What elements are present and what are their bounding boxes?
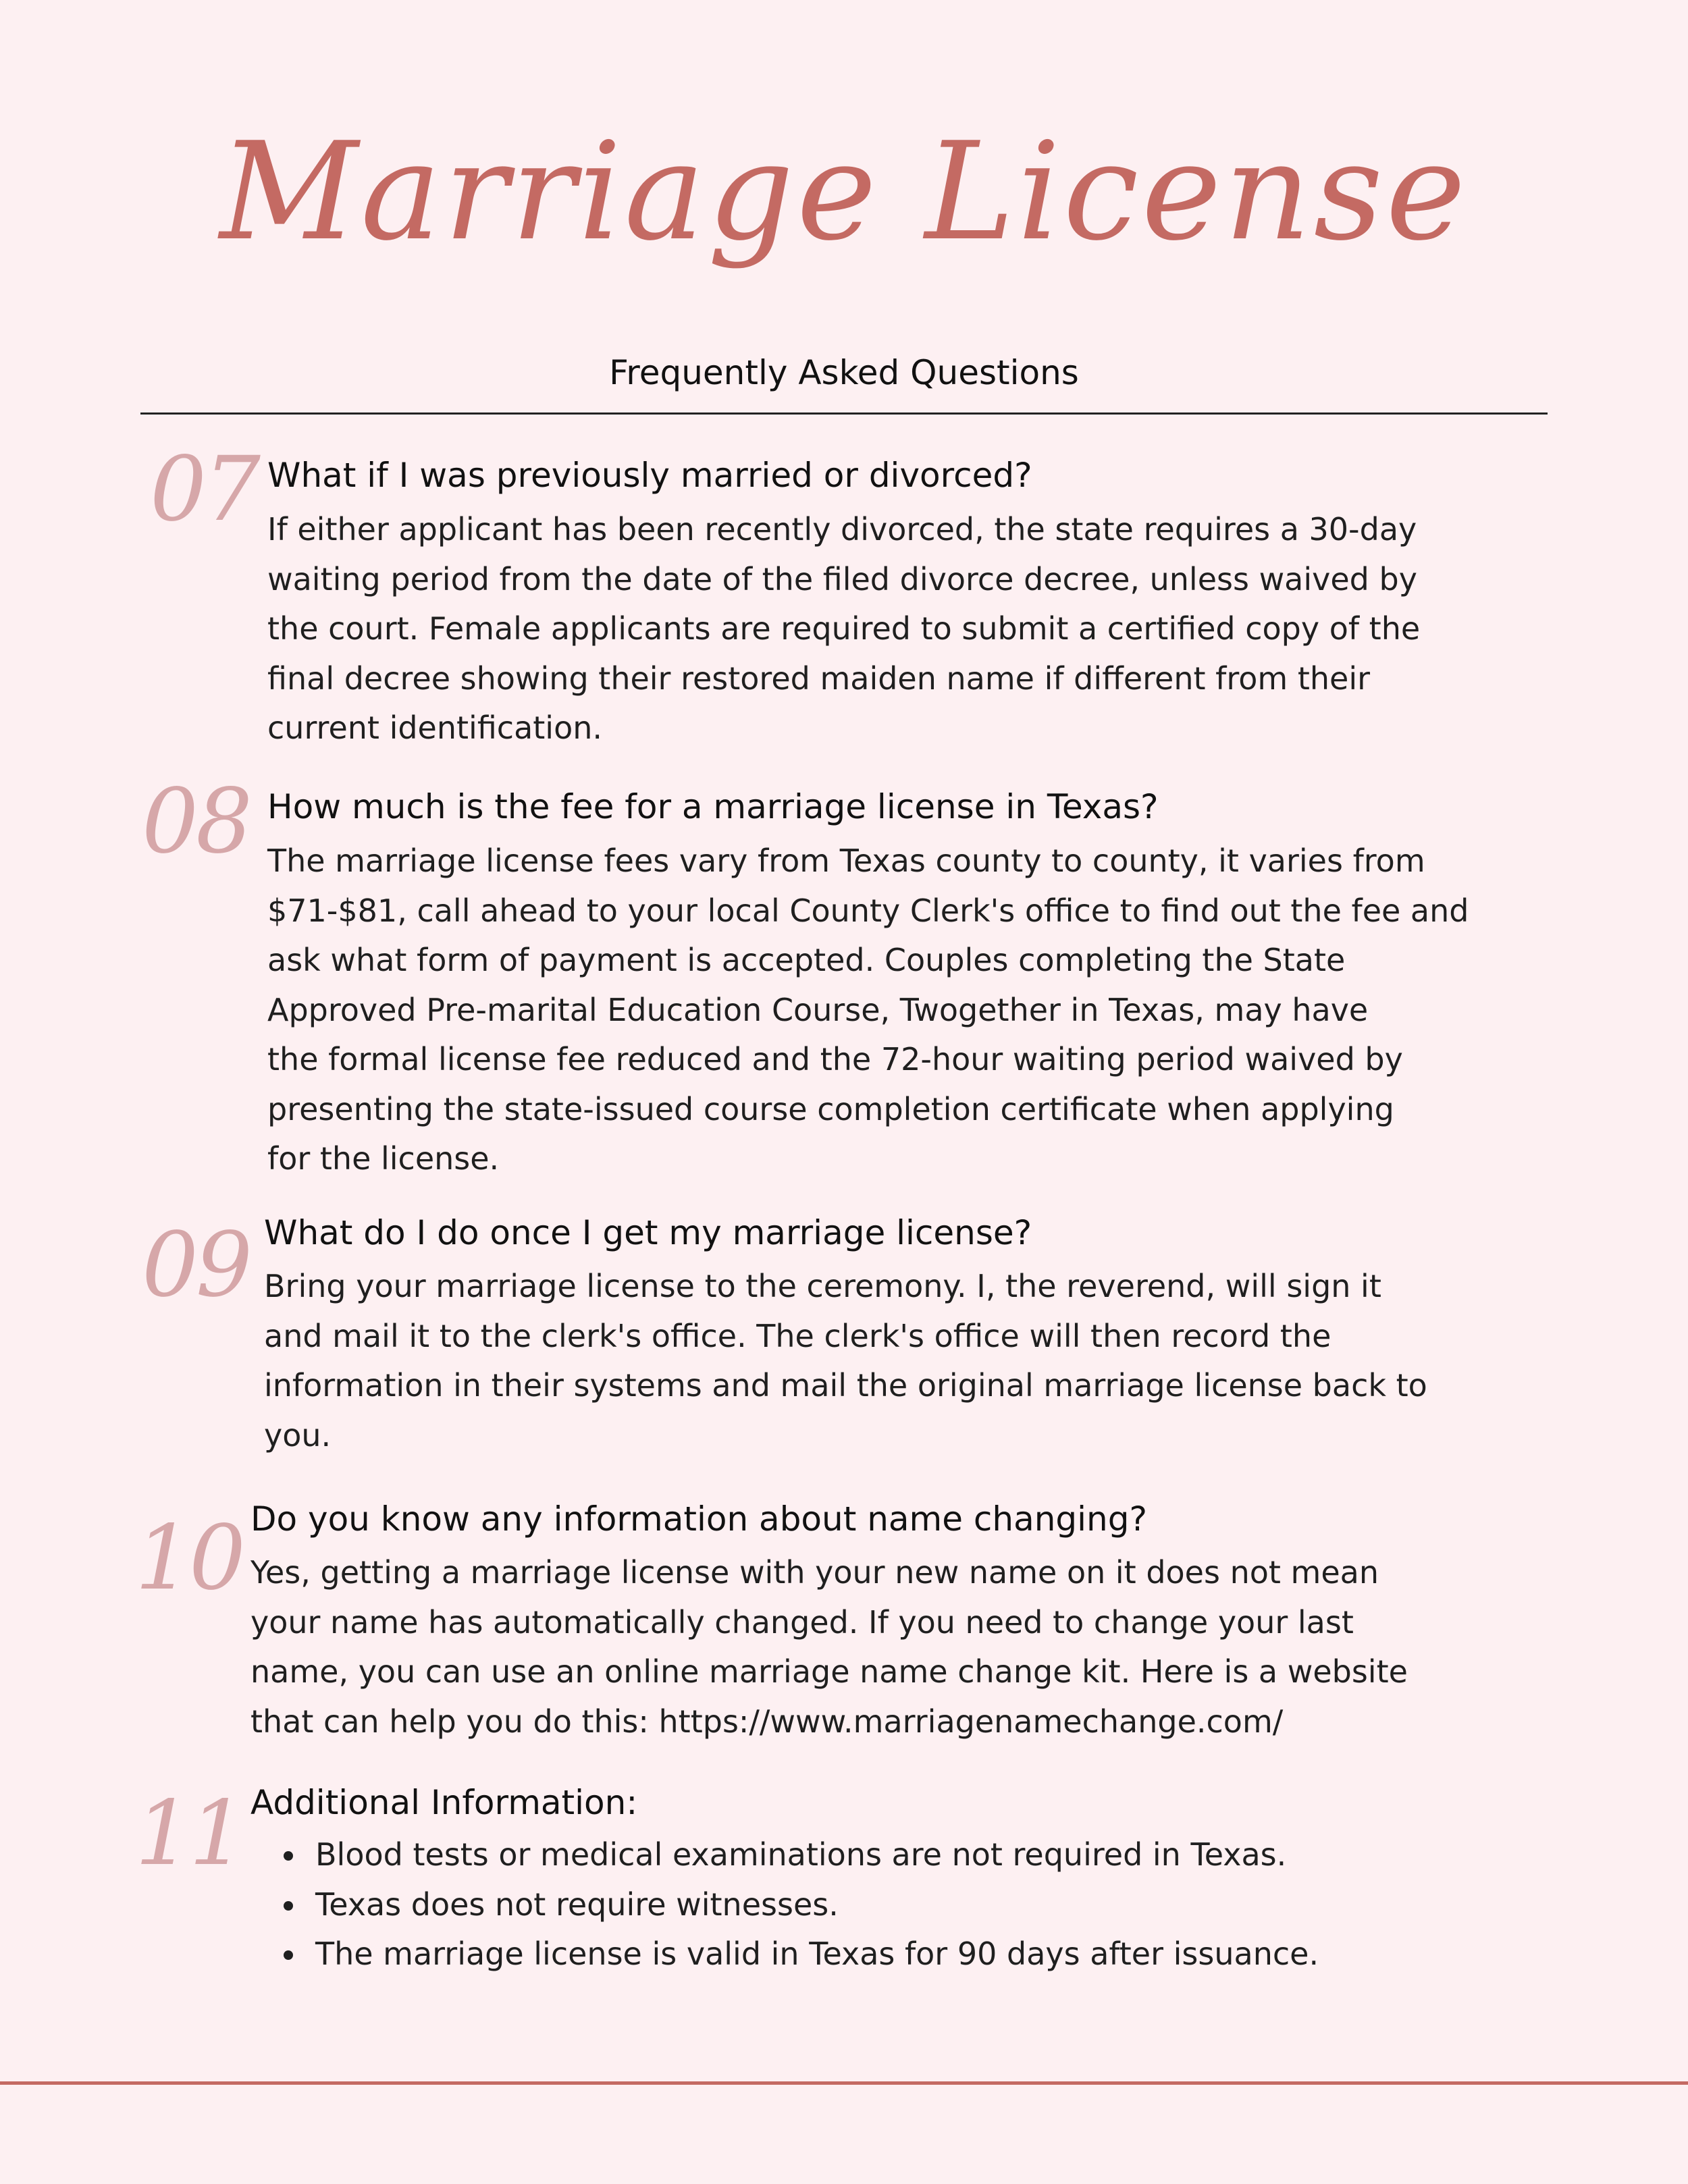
faq-number-10: 10 <box>135 1506 243 1610</box>
faq-question-09: What do I do once I get my marriage license? <box>264 1213 1032 1252</box>
faq-answer-08: The marriage license fees vary from Texas county to county, it varies from $71-$81, call ahead to your local County Clerk's office to find out the fee and ask what form of payment is accepted. Couples completing the State Approved Pre-marital Education Course, Twogether in Texas, may have the formal license fee reduced and the 72-hour waiting period waived by presenting the state-issued course completion certificate when applying for the license. <box>267 843 1469 1177</box>
page-subtitle: Frequently Asked Questions <box>609 353 1079 392</box>
list-item: • Texas does not require witnesses. <box>307 1880 1319 1930</box>
faq-answer-10: Yes, getting a marriage license with your new name on it does not mean your name has automatically changed. If you need to change your last name, you can use an online marriage name change kit. Here is a website that can help you do this: https://www.marriagenamechange.com/ <box>250 1554 1408 1740</box>
header-divider <box>140 412 1548 415</box>
additional-info-list <box>270 1830 1319 1979</box>
faq-number-11: 11 <box>135 1782 243 1886</box>
list-item: • Blood tests or medical examinations are not required in Texas. <box>307 1830 1319 1880</box>
faq-answer-09: Bring your marriage license to the ceremony. I, the reverend, will sign it and mail it to the clerk's office. The clerk's office will then record the information in their systems and mail the original marriage license back to you. <box>264 1268 1427 1454</box>
page-title: Marriage License <box>219 113 1469 271</box>
list-item: • The marriage license is valid in Texas for 90 days after issuance. <box>307 1929 1319 1979</box>
faq-number-08: 08 <box>142 770 250 874</box>
faq-answer-07: If either applicant has been recently divorced, the state requires a 30-day waiting period from the date of the filed divorce decree, unless waived by the court. Female applicants are required to submit a certified copy of the final decree showing their restored maiden name if different from their current identification. <box>267 511 1421 746</box>
faq-number-09: 09 <box>142 1213 250 1317</box>
footer-divider <box>0 2081 1688 2085</box>
faq-question-11: Additional Information: <box>250 1783 638 1822</box>
faq-number-07: 07 <box>150 437 258 541</box>
faq-question-07: What if I was previously married or divorced? <box>267 456 1032 495</box>
faq-question-10: Do you know any information about name changing? <box>250 1499 1148 1539</box>
faq-question-08: How much is the fee for a marriage license in Texas? <box>267 787 1159 826</box>
